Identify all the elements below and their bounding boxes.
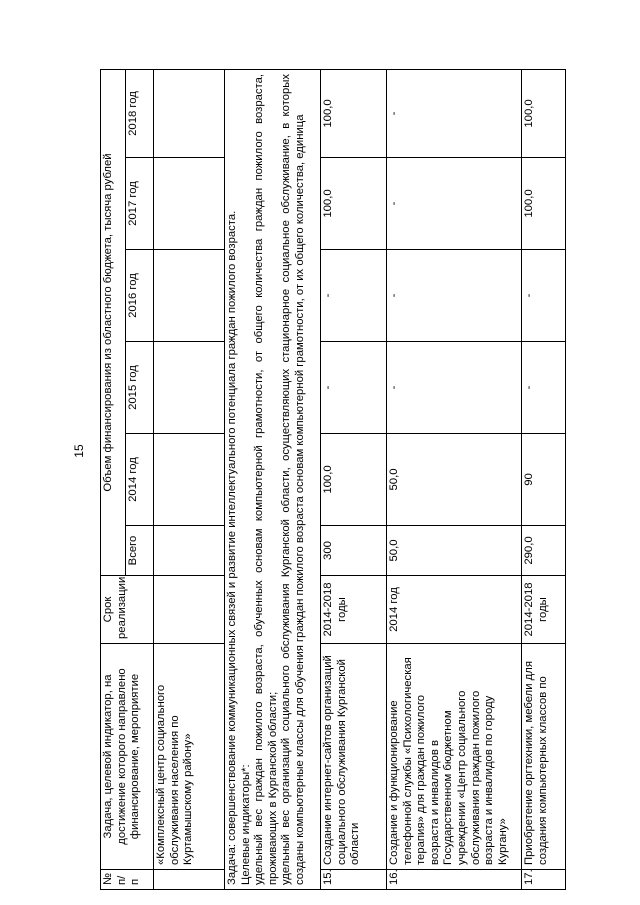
row-2017: 100,0 xyxy=(321,158,387,250)
row-2016: - xyxy=(321,250,387,342)
row-num: 16. xyxy=(387,870,522,890)
header-year-2018: 2018 год xyxy=(126,69,154,157)
table-row-carry-over xyxy=(154,69,225,889)
row-term: 2014 год xyxy=(387,576,522,644)
task-block xyxy=(225,69,321,889)
funding-table xyxy=(100,69,566,890)
header-funding: Объем финансирования из областного бюджета, тысяча рублей xyxy=(101,69,126,575)
row-2014: 50,0 xyxy=(387,434,522,526)
header-task: Задача, целевой индикатор, на достижение которого направлено финансирование, мероприятие xyxy=(101,644,154,870)
table-row xyxy=(387,69,522,889)
row-total: 290,0 xyxy=(522,526,566,576)
task-title: Задача: совершенствование коммуникационных связей и развитие интеллектуального потенциала граждан пожилого возраста. xyxy=(226,210,238,885)
table-row xyxy=(321,69,387,889)
row-2015: - xyxy=(321,342,387,434)
row-num: 15. xyxy=(321,870,387,890)
table-row-task xyxy=(225,69,321,889)
row-2015: - xyxy=(387,342,522,434)
header-year-2017: 2017 год xyxy=(126,158,154,250)
row-term: 2014-2018 годы xyxy=(321,576,387,644)
header-total: Всего xyxy=(126,526,154,576)
row-2017: 100,0 xyxy=(522,158,566,250)
row-2016: - xyxy=(387,250,522,342)
rotated-table-page xyxy=(100,70,640,890)
row-2018: 100,0 xyxy=(522,69,566,157)
row-term: 2014-2018 годы xyxy=(522,576,566,644)
carry-over-text: «Комплексный центр социального обслуживания населения по Куртамышскому району» xyxy=(154,644,225,870)
header-row-1 xyxy=(101,69,126,889)
row-name: Приобретение оргтехники, мебели для создания компьютерных классов по xyxy=(522,644,566,870)
row-2018: - xyxy=(387,69,522,157)
indicator-2: удельный вес организаций социального обслуживания Курганской области, осуществляющих стационарное социальное обслуживание, в которых созданы компьютерные классы для обучения граждан пожилого возраста основам компьютерной грамотности, от их общего количества, единица xyxy=(280,73,306,885)
row-2014: 90 xyxy=(522,434,566,526)
row-name: Создание интернет-сайтов организаций социального обслуживания Курганской области xyxy=(321,644,387,870)
header-year-2014: 2014 год xyxy=(126,434,154,526)
indicator-1: удельный вес граждан пожилого возраста, обученных основам компьютерной грамотности, от общего количества граждан пожилого возраста, проживающих в Курганской области; xyxy=(253,73,279,885)
row-2017: - xyxy=(387,158,522,250)
row-2018: 100,0 xyxy=(321,69,387,157)
page-number: 15 xyxy=(72,444,86,458)
table-row xyxy=(522,69,566,889)
header-year-2016: 2016 год xyxy=(126,250,154,342)
row-total: 300 xyxy=(321,526,387,576)
row-2016: - xyxy=(522,250,566,342)
header-term: Срок реализации xyxy=(101,576,154,644)
indicators-label: Целевые индикаторы*: xyxy=(239,764,252,885)
header-num: № п/п xyxy=(101,870,154,890)
header-year-2015: 2015 год xyxy=(126,342,154,434)
row-total: 50,0 xyxy=(387,526,522,576)
row-2014: 100,0 xyxy=(321,434,387,526)
row-name: Создание и функционирование телефонной службы «Психологическая терапия» для граждан пожилого возраста и инвалидов в Государственном бюджетном учреждении «Центр социального обслуживания граждан пожилого возраста и инвалидов по городу Кургану» xyxy=(387,644,522,870)
row-num: 17. xyxy=(522,870,566,890)
row-2015: - xyxy=(522,342,566,434)
